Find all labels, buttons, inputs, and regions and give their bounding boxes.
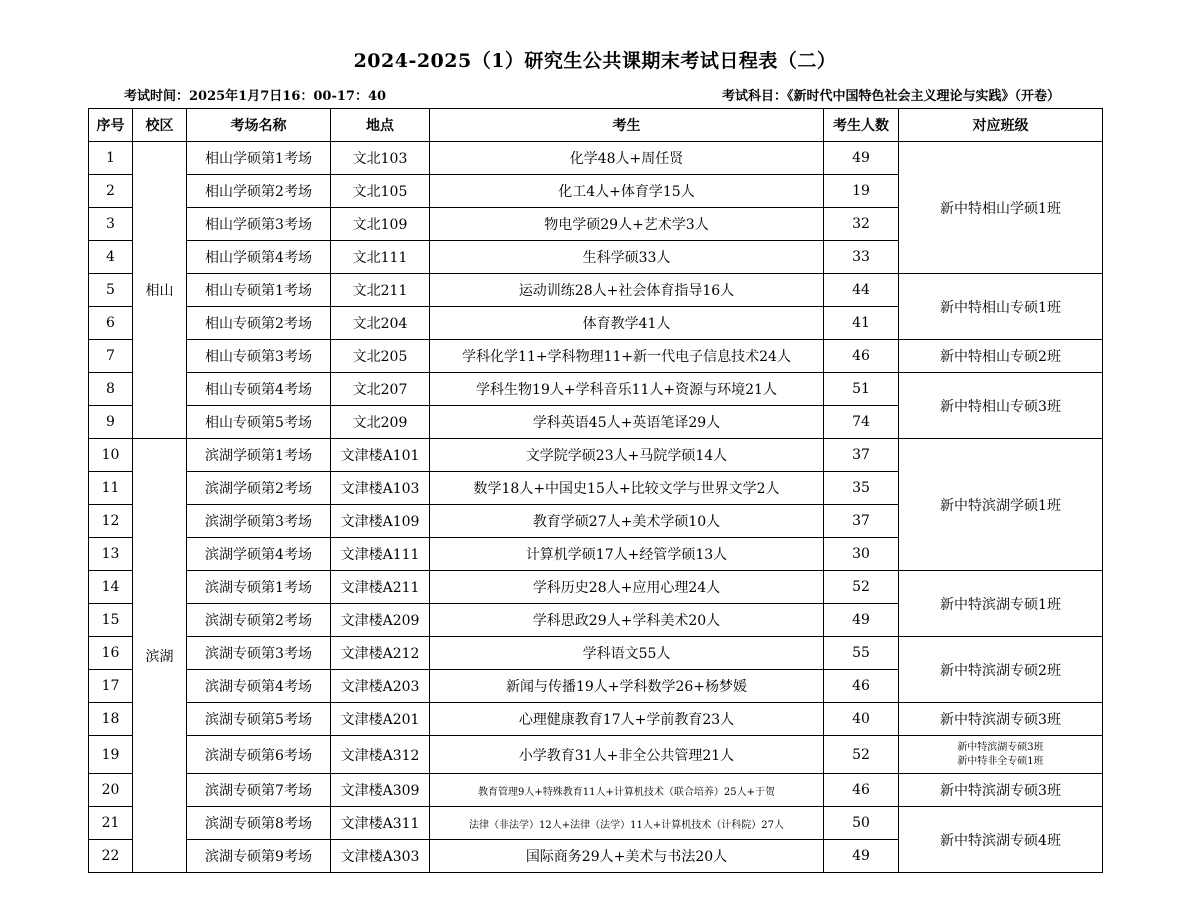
- header-cell: 序号: [89, 109, 133, 142]
- location: 文津楼A312: [331, 736, 430, 774]
- class-cell: [899, 736, 1103, 774]
- row-number: 14: [89, 571, 133, 604]
- class-cell: 新中特滨湖专硕1班: [899, 571, 1103, 637]
- room-name: 滨湖学硕第2考场: [187, 472, 331, 505]
- students: 文学院学硕23人+马院学硕14人: [430, 439, 824, 472]
- exam-subject: 考试科目：《新时代中国特色社会主义理论与实践》（开卷）: [721, 89, 1060, 104]
- student-count: 37: [824, 439, 899, 472]
- students: 计算机学硕17人+经管学硕13人: [430, 538, 824, 571]
- table-row: [89, 774, 1103, 807]
- location: 文津楼A111: [331, 538, 430, 571]
- class-line: 新中特非全专硕1班: [957, 755, 1044, 767]
- student-count: 52: [824, 571, 899, 604]
- header-cell: 校区: [133, 109, 187, 142]
- table-row: [89, 340, 1103, 373]
- students: 国际商务29人+美术与书法20人: [430, 840, 824, 873]
- student-count: 37: [824, 505, 899, 538]
- student-count: 30: [824, 538, 899, 571]
- location: 文北205: [331, 340, 430, 373]
- students: 数学18人+中国史15人+比较文学与世界文学2人: [430, 472, 824, 505]
- class-cell: 新中特滨湖专硕3班: [899, 703, 1103, 736]
- student-count: 19: [824, 175, 899, 208]
- exam-schedule-table: [88, 108, 1103, 873]
- row-number: 11: [89, 472, 133, 505]
- room-name: 相山专硕第1考场: [187, 274, 331, 307]
- students: 物电学硕29人+艺术学3人: [430, 208, 824, 241]
- table-row: [89, 274, 1103, 307]
- table-row: [89, 736, 1103, 774]
- student-count: 32: [824, 208, 899, 241]
- table-row: [89, 142, 1103, 175]
- row-number: 19: [89, 736, 133, 774]
- row-number: 16: [89, 637, 133, 670]
- students: 法律（非法学）12人+法律（法学）11人+计算机技术（计科院）27人: [430, 807, 824, 840]
- student-count: 74: [824, 406, 899, 439]
- students: 学科语文55人: [430, 637, 824, 670]
- student-count: 52: [824, 736, 899, 774]
- students: 学科思政29人+学科美术20人: [430, 604, 824, 637]
- row-number: 6: [89, 307, 133, 340]
- student-count: 41: [824, 307, 899, 340]
- header-cell: 考场名称: [187, 109, 331, 142]
- room-name: 滨湖专硕第5考场: [187, 703, 331, 736]
- location: 文津楼A311: [331, 807, 430, 840]
- students: 化工4人+体育学15人: [430, 175, 824, 208]
- room-name: 相山专硕第3考场: [187, 340, 331, 373]
- row-number: 7: [89, 340, 133, 373]
- room-name: 滨湖专硕第3考场: [187, 637, 331, 670]
- location: 文北105: [331, 175, 430, 208]
- room-name: 滨湖专硕第6考场: [187, 736, 331, 774]
- class-cell: 新中特滨湖专硕3班: [899, 774, 1103, 807]
- row-number: 18: [89, 703, 133, 736]
- room-name: 滨湖专硕第9考场: [187, 840, 331, 873]
- student-count: 49: [824, 142, 899, 175]
- room-name: 相山学硕第4考场: [187, 241, 331, 274]
- class-line: 新中特滨湖专硕3班: [957, 741, 1044, 753]
- row-number: 2: [89, 175, 133, 208]
- students: 小学教育31人+非全公共管理21人: [430, 736, 824, 774]
- room-name: 相山专硕第2考场: [187, 307, 331, 340]
- students: 化学48人+周任贤: [430, 142, 824, 175]
- campus-cell: 滨湖: [133, 439, 187, 873]
- row-number: 12: [89, 505, 133, 538]
- location: 文津楼A103: [331, 472, 430, 505]
- room-name: 滨湖学硕第4考场: [187, 538, 331, 571]
- row-number: 4: [89, 241, 133, 274]
- student-count: 46: [824, 774, 899, 807]
- class-cell: 新中特滨湖学硕1班: [899, 439, 1103, 571]
- exam-time: 考试时间：2025年1月7日16：00-17：40: [124, 89, 387, 104]
- class-cell: 新中特相山学硕1班: [899, 142, 1103, 274]
- row-number: 3: [89, 208, 133, 241]
- student-count: 49: [824, 604, 899, 637]
- table-row: [89, 373, 1103, 406]
- students: 生科学硕33人: [430, 241, 824, 274]
- row-number: 20: [89, 774, 133, 807]
- student-count: 33: [824, 241, 899, 274]
- location: 文北211: [331, 274, 430, 307]
- location: 文北111: [331, 241, 430, 274]
- location: 文津楼A303: [331, 840, 430, 873]
- room-name: 相山学硕第1考场: [187, 142, 331, 175]
- room-name: 滨湖专硕第1考场: [187, 571, 331, 604]
- row-number: 21: [89, 807, 133, 840]
- room-name: 相山专硕第4考场: [187, 373, 331, 406]
- page-title: 2024-2025（1）研究生公共课期末考试日程表（二）: [353, 50, 837, 72]
- students: 学科英语45人+英语笔译29人: [430, 406, 824, 439]
- location: 文北103: [331, 142, 430, 175]
- header-cell: 对应班级: [899, 109, 1103, 142]
- students: 新闻与传播19人+学科数学26+杨梦媛: [430, 670, 824, 703]
- room-name: 滨湖学硕第1考场: [187, 439, 331, 472]
- student-count: 46: [824, 670, 899, 703]
- class-cell: 新中特相山专硕3班: [899, 373, 1103, 439]
- students: 学科生物19人+学科音乐11人+资源与环境21人: [430, 373, 824, 406]
- row-number: 5: [89, 274, 133, 307]
- location: 文津楼A203: [331, 670, 430, 703]
- row-number: 1: [89, 142, 133, 175]
- header-cell: 考生: [430, 109, 824, 142]
- row-number: 22: [89, 840, 133, 873]
- header-cell: 地点: [331, 109, 430, 142]
- location: 文北209: [331, 406, 430, 439]
- students: 运动训练28人+社会体育指导16人: [430, 274, 824, 307]
- class-cell: 新中特滨湖专硕2班: [899, 637, 1103, 703]
- table-row: [89, 703, 1103, 736]
- location: 文津楼A309: [331, 774, 430, 807]
- room-name: 相山专硕第5考场: [187, 406, 331, 439]
- room-name: 滨湖专硕第2考场: [187, 604, 331, 637]
- location: 文北109: [331, 208, 430, 241]
- student-count: 55: [824, 637, 899, 670]
- class-cell: 新中特相山专硕1班: [899, 274, 1103, 340]
- student-count: 51: [824, 373, 899, 406]
- location: 文津楼A212: [331, 637, 430, 670]
- row-number: 13: [89, 538, 133, 571]
- students: 学科化学11+学科物理11+新一代电子信息技术24人: [430, 340, 824, 373]
- class-cell: 新中特相山专硕2班: [899, 340, 1103, 373]
- table-row: [89, 439, 1103, 472]
- location: 文津楼A211: [331, 571, 430, 604]
- location: 文津楼A101: [331, 439, 430, 472]
- student-count: 46: [824, 340, 899, 373]
- student-count: 44: [824, 274, 899, 307]
- location: 文津楼A109: [331, 505, 430, 538]
- table-header-row: [89, 109, 1103, 142]
- room-name: 相山学硕第3考场: [187, 208, 331, 241]
- room-name: 滨湖专硕第4考场: [187, 670, 331, 703]
- student-count: 35: [824, 472, 899, 505]
- student-count: 49: [824, 840, 899, 873]
- students: 教育学硕27人+美术学硕10人: [430, 505, 824, 538]
- location: 文北207: [331, 373, 430, 406]
- table-row: [89, 807, 1103, 840]
- row-number: 9: [89, 406, 133, 439]
- room-name: 相山学硕第2考场: [187, 175, 331, 208]
- students: 教育管理9人+特殊教育11人+计算机技术（联合培养）25人+于贺: [430, 774, 824, 807]
- student-count: 50: [824, 807, 899, 840]
- table-row: [89, 571, 1103, 604]
- students: 学科历史28人+应用心理24人: [430, 571, 824, 604]
- row-number: 17: [89, 670, 133, 703]
- room-name: 滨湖专硕第8考场: [187, 807, 331, 840]
- row-number: 15: [89, 604, 133, 637]
- room-name: 滨湖专硕第7考场: [187, 774, 331, 807]
- student-count: 40: [824, 703, 899, 736]
- table-row: [89, 637, 1103, 670]
- location: 文津楼A201: [331, 703, 430, 736]
- location: 文北204: [331, 307, 430, 340]
- class-cell: 新中特滨湖专硕4班: [899, 807, 1103, 873]
- header-cell: 考生人数: [824, 109, 899, 142]
- location: 文津楼A209: [331, 604, 430, 637]
- room-name: 滨湖学硕第3考场: [187, 505, 331, 538]
- students: 体育教学41人: [430, 307, 824, 340]
- row-number: 8: [89, 373, 133, 406]
- row-number: 10: [89, 439, 133, 472]
- students: 心理健康教育17人+学前教育23人: [430, 703, 824, 736]
- campus-cell: 相山: [133, 142, 187, 439]
